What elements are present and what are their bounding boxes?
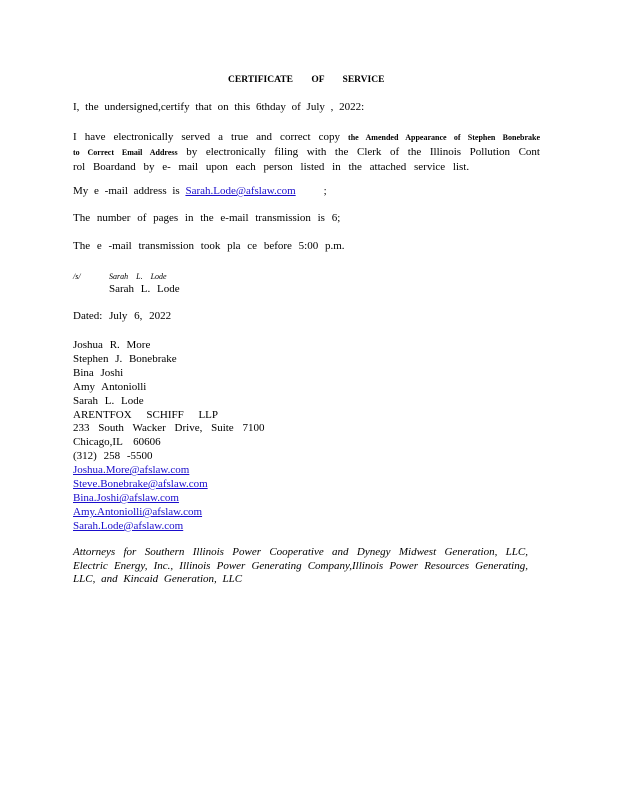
firm-name: ARENTFOX SCHIFF LLP [73, 408, 219, 421]
service-paragraph [73, 130, 540, 174]
intro-line: I, the undersigned,certify that on this 6thday of July , 2022: [73, 101, 365, 113]
signature-slash: /s/ [73, 272, 81, 281]
address-line-2: Chicago,IL 60606 [73, 436, 161, 449]
phone-number: (312) 258 -5500 [73, 450, 153, 463]
service-paragraph-start: I have electronically served a true and correct copy [73, 131, 349, 143]
email-link-lode[interactable]: Sarah.Lode@afslaw.com [73, 519, 184, 532]
signature-signed-name: Sarah L. Lode [109, 272, 167, 281]
sender-email-link[interactable]: Sarah.Lode@afslaw.com [185, 185, 296, 197]
pages-line: The number of pages in the e-mail transmission is 6; [73, 212, 341, 224]
email-link-bonebrake[interactable]: Steve.Bonebrake@afslaw.com [73, 478, 208, 491]
attorney-name: Bina Joshi [73, 366, 124, 379]
email-link-more[interactable]: Joshua.More@afslaw.com [73, 464, 190, 477]
dated-line: Dated: July 6, 2022 [73, 310, 172, 322]
email-suffix: ; [323, 185, 327, 197]
email-line [73, 185, 327, 198]
service-paragraph-end: by electronically filing with the Clerk of the Illinois Pollution Cont rol Boardand by e- mail upon each person listed in the attached service list. [73, 146, 540, 173]
email-prefix: My e -mail address is [73, 185, 186, 197]
attorney-name: Stephen J. Bonebrake [73, 352, 177, 365]
signature-printed-name: Sarah L. Lode [109, 283, 180, 295]
email-link-joshi[interactable]: Bina.Joshi@afslaw.com [73, 491, 179, 504]
certificate-title: CERTIFICATE OF SERVICE [228, 75, 385, 85]
document-title: the Amended Appearance of Stephen Bonebrake to Correct Email Address [73, 133, 540, 157]
attorney-name: Joshua R. More [73, 339, 151, 351]
signature-block [73, 339, 264, 534]
attorney-name: Amy Antoniolli [73, 380, 147, 393]
email-link-antoniolli[interactable]: Amy.Antoniolli@afslaw.com [73, 505, 203, 518]
attorneys-for-statement: Attorneys for Southern Illinois Power Cooperative and Dynegy Midwest Generation, LLC, Electric Energy, Inc., Illinois Power Generating Company,Illinois Power Resources Generating, LLC, and Kincaid Generation, LLC [73, 546, 528, 585]
attorney-name: Sarah L. Lode [73, 394, 144, 407]
time-line: The e -mail transmission took pla ce before 5:00 p.m. [73, 240, 345, 252]
address-line-1: 233 South Wacker Drive, Suite 7100 [73, 422, 265, 435]
